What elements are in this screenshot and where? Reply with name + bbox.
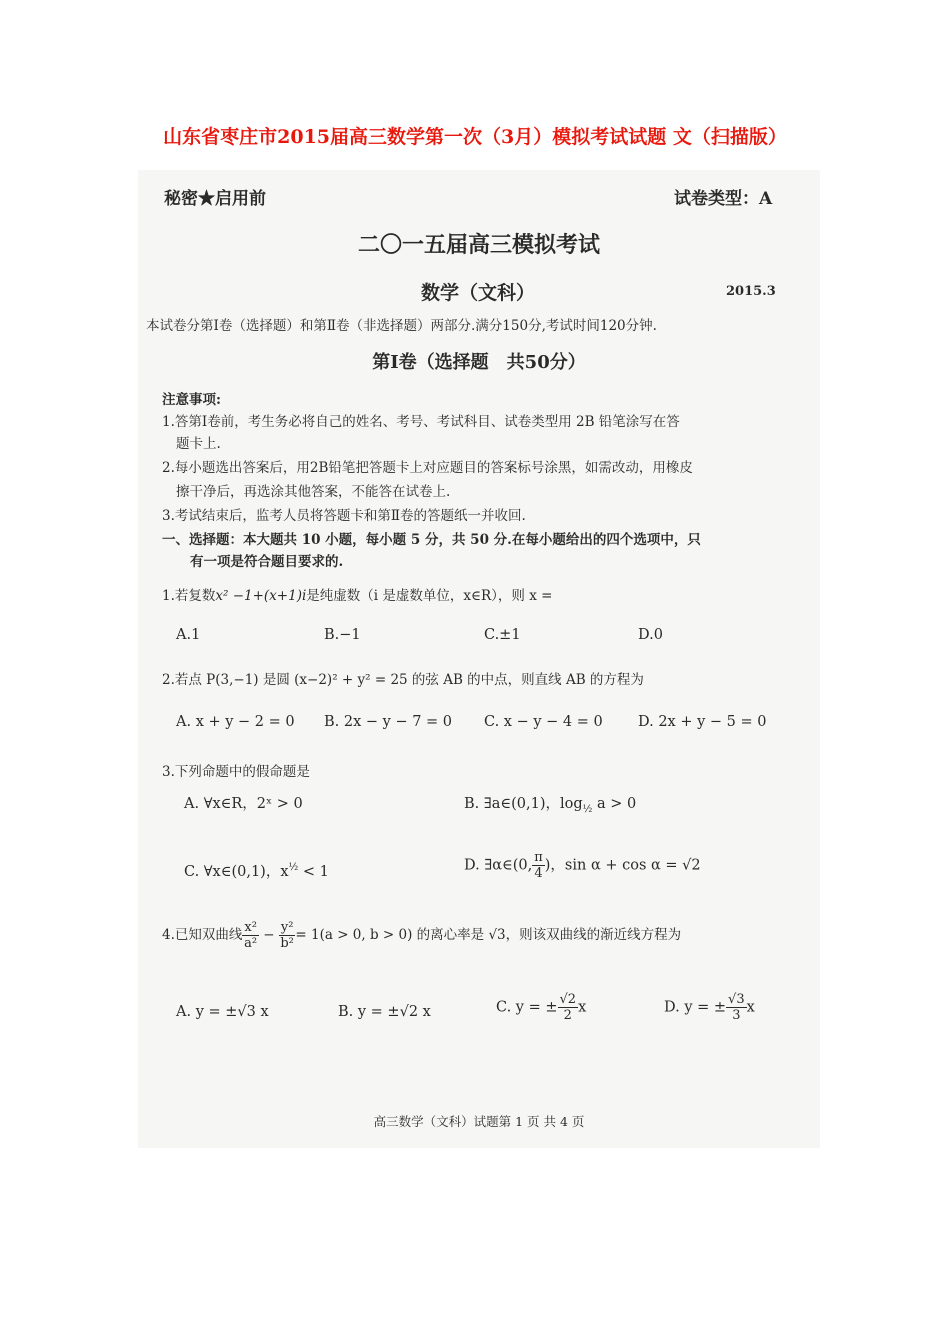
q3-b-suffix: a > 0	[592, 796, 637, 812]
q4-option-c	[496, 992, 586, 1023]
question-1-stem	[162, 584, 552, 604]
section-title: 第Ⅰ卷（选择题 共50分）	[372, 352, 586, 373]
q4-fraction-y	[279, 920, 296, 951]
q3-d-denominator: 4	[534, 866, 543, 881]
q4-fraction-y-den: b²	[280, 936, 294, 951]
q3-option-a: A. ∀x∈R，2ˣ > 0	[184, 796, 303, 812]
q3-c-exponent: ½	[288, 862, 299, 874]
q4-stem-part-a: 4.已知双曲线	[162, 927, 243, 943]
q4-stem-part-b: = 1(a > 0, b > 0) 的离心率是 √3，则该双曲线的渐近线方程为	[295, 927, 682, 943]
note-2-line-1: 2.每小题选出答案后，用2B铅笔把答题卡上对应题目的答案标号涂黑，如需改动，用橡皮	[162, 460, 693, 476]
subject-title: 数学（文科）	[421, 282, 536, 304]
note-1-line-2: 题卡上.	[176, 436, 221, 452]
q4-fraction-x-den: a²	[244, 936, 258, 951]
q1-stem-expression: x² −1+(x+1)i	[215, 588, 307, 604]
q1-stem-part-a: 1.若复数	[162, 588, 216, 604]
q4-c-fraction	[558, 992, 579, 1023]
q4-d-numerator: √3	[728, 992, 745, 1007]
exam-date: 2015.3	[726, 284, 776, 299]
q3-option-b	[464, 792, 636, 815]
q3-c-prefix: C. ∀x∈(0,1)，x	[184, 864, 289, 880]
q1-stem-part-b: 是纯虚数（i 是虚数单位，x∈R），则 x =	[306, 588, 553, 604]
q2-option-d: D. 2x + y − 5 = 0	[638, 714, 767, 730]
q3-c-suffix: < 1	[298, 864, 329, 880]
q2-option-a: A. x + y − 2 = 0	[176, 714, 295, 730]
q4-d-denominator: 3	[732, 1008, 741, 1023]
q3-d-suffix: )，sin α + cos α = √2	[544, 857, 701, 874]
q1-option-d: D.0	[638, 627, 663, 643]
q4-d-prefix: D. y = ±	[664, 999, 727, 1016]
q3-option-c	[184, 860, 329, 881]
q3-d-numerator: π	[534, 850, 543, 865]
q4-fraction-y-num: y²	[280, 920, 294, 935]
q3-b-log-base: ½	[582, 803, 593, 815]
q4-c-variable: x	[578, 999, 587, 1016]
q4-c-prefix: C. y = ±	[496, 999, 558, 1016]
q4-option-a: A. y = ±√3 x	[176, 1004, 269, 1020]
q4-c-numerator: √2	[559, 992, 577, 1007]
q3-b-prefix: B. ∃a∈(0,1)，log	[464, 796, 583, 812]
note-2-line-2: 擦干净后，再选涂其他答案，不能答在试卷上.	[176, 484, 451, 500]
exam-title: 二〇一五届高三模拟考试	[357, 232, 600, 258]
notes-heading: 注意事项:	[162, 392, 221, 408]
q4-option-d	[664, 992, 755, 1023]
part1-instructions-line-2: 有一项是符合题目要求的.	[190, 554, 344, 570]
q4-d-fraction	[726, 992, 747, 1023]
q4-d-variable: x	[746, 999, 755, 1016]
paper-type-label: 试卷类型：A	[674, 189, 773, 209]
q1-option-c: C.±1	[484, 627, 521, 643]
q4-c-denominator: 2	[563, 1008, 572, 1023]
q1-option-a: A.1	[176, 627, 201, 643]
part1-instructions-line-1: 一、选择题：本大题共 10 小题，每小题 5 分，共 50 分.在每小题给出的四个选项中，只	[162, 532, 701, 548]
exam-intro: 本试卷分第Ⅰ卷（选择题）和第Ⅱ卷（非选择题）两部分.满分150分,考试时间120分钟.	[146, 318, 657, 334]
document-title: 山东省枣庄市2015届高三数学第一次（3月）模拟考试试题 文（扫描版）	[163, 126, 787, 148]
note-1-line-1: 1.答第Ⅰ卷前，考生务必将自己的姓名、考号、考试科目、试卷类型用 2B 铅笔涂写在答	[162, 414, 680, 430]
page-footer: 高三数学（文科）试题第 1 页 共 4 页	[373, 1114, 585, 1129]
q4-option-b: B. y = ±√2 x	[338, 1004, 431, 1020]
q2-option-b: B. 2x − y − 7 = 0	[324, 714, 453, 730]
note-3: 3.考试结束后，监考人员将答题卡和第Ⅱ卷的答题纸一并收回.	[162, 508, 526, 524]
question-3-stem: 3.下列命题中的假命题是	[162, 764, 310, 780]
q2-option-c: C. x − y − 4 = 0	[484, 714, 603, 730]
scanned-exam-page	[138, 170, 820, 1148]
question-2-stem: 2.若点 P(3,−1) 是圆 (x−2)² + y² = 25 的弦 AB 的中点，则直线 AB 的方程为	[162, 672, 644, 688]
question-4-stem: 4.已知双曲线 $\frac{\text{x²}}{\text{a²}}$ − $\frac{\text{y²}}{\text{b²}}$ = 1(a > 0, b > 0) 的离心率是 √3，则该双曲线的渐近线方程为	[162, 920, 682, 951]
q3-d-prefix: D. ∃α∈(0,	[464, 857, 533, 874]
confidential-label: 秘密★启用前	[164, 189, 266, 209]
q4-fraction-x-num: x²	[244, 920, 257, 935]
q4-fraction-x	[242, 920, 259, 951]
q3-d-fraction	[532, 850, 545, 881]
q3-option-d	[464, 850, 701, 881]
q1-option-b: B.−1	[324, 627, 361, 643]
